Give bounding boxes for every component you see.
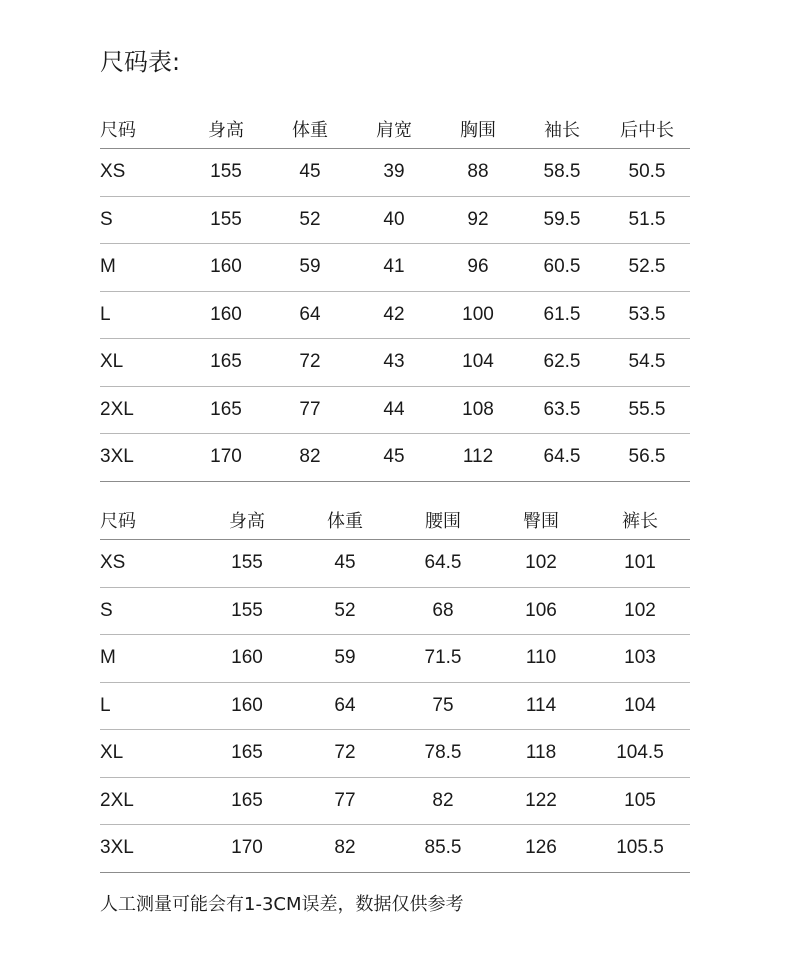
table-cell: 50.5	[604, 149, 690, 197]
table-cell: 71.5	[394, 635, 492, 683]
header-back-length: 后中长	[604, 110, 690, 149]
header-size: 尺码	[100, 110, 184, 149]
table-row	[100, 149, 690, 197]
table-cell: 64	[268, 291, 352, 339]
table-row	[100, 682, 690, 730]
table-row	[100, 434, 690, 482]
table-row	[100, 291, 690, 339]
table-cell: 44	[352, 386, 436, 434]
table-row	[100, 540, 690, 588]
table-cell: 41	[352, 244, 436, 292]
table-cell: 55.5	[604, 386, 690, 434]
table-cell: 92	[436, 196, 520, 244]
table-cell: 63.5	[520, 386, 604, 434]
table-cell: 45	[296, 540, 394, 588]
table-cell: 60.5	[520, 244, 604, 292]
page-title: 尺码表:	[100, 48, 181, 76]
table-cell: 59.5	[520, 196, 604, 244]
table-cell: 165	[184, 339, 268, 387]
table-row	[100, 825, 690, 873]
table-cell: 102	[492, 540, 590, 588]
table-cell: S	[100, 587, 198, 635]
table-cell: 64.5	[394, 540, 492, 588]
table-cell: 114	[492, 682, 590, 730]
table-cell: 104	[590, 682, 690, 730]
table-cell: 2XL	[100, 777, 198, 825]
table-cell: 82	[268, 434, 352, 482]
table-cell: S	[100, 196, 184, 244]
table-cell: 105.5	[590, 825, 690, 873]
table-cell: 3XL	[100, 825, 198, 873]
table-row	[100, 196, 690, 244]
table-cell: 110	[492, 635, 590, 683]
table-cell: 108	[436, 386, 520, 434]
table-cell: 51.5	[604, 196, 690, 244]
table-cell: 105	[590, 777, 690, 825]
table-header-row	[100, 110, 690, 149]
table-cell: XS	[100, 149, 184, 197]
table-cell: 104.5	[590, 730, 690, 778]
table-cell: 58.5	[520, 149, 604, 197]
table-cell: 40	[352, 196, 436, 244]
table-row	[100, 386, 690, 434]
table-cell: 165	[198, 730, 296, 778]
header-sleeve: 袖长	[520, 110, 604, 149]
table-cell: 77	[268, 386, 352, 434]
table-cell: M	[100, 635, 198, 683]
table-cell: 64	[296, 682, 394, 730]
table-cell: 45	[352, 434, 436, 482]
table-cell: 160	[198, 682, 296, 730]
table-cell: M	[100, 244, 184, 292]
header-waist: 腰围	[394, 501, 492, 540]
table-row	[100, 635, 690, 683]
header-chest: 胸围	[436, 110, 520, 149]
table-cell: 53.5	[604, 291, 690, 339]
table-cell: 85.5	[394, 825, 492, 873]
table-cell: 165	[184, 386, 268, 434]
table-cell: 88	[436, 149, 520, 197]
table-cell: 155	[198, 540, 296, 588]
table-cell: 72	[296, 730, 394, 778]
table-cell: 77	[296, 777, 394, 825]
table-cell: 61.5	[520, 291, 604, 339]
table-cell: 68	[394, 587, 492, 635]
header-shoulder: 肩宽	[352, 110, 436, 149]
table-cell: 2XL	[100, 386, 184, 434]
header-weight: 体重	[268, 110, 352, 149]
table-cell: 82	[296, 825, 394, 873]
table-cell: 3XL	[100, 434, 184, 482]
top-size-table	[100, 110, 690, 482]
table-cell: 75	[394, 682, 492, 730]
table-cell: 170	[184, 434, 268, 482]
header-hip: 臀围	[492, 501, 590, 540]
table-header-row	[100, 501, 690, 540]
table-cell: 72	[268, 339, 352, 387]
table-cell: 39	[352, 149, 436, 197]
table-cell: 122	[492, 777, 590, 825]
header-height: 身高	[198, 501, 296, 540]
table-row	[100, 730, 690, 778]
table-cell: 103	[590, 635, 690, 683]
table-cell: 62.5	[520, 339, 604, 387]
measurement-note: 人工测量可能会有1-3CM误差，数据仅供参考	[100, 894, 464, 915]
table-cell: 160	[184, 244, 268, 292]
table-cell: 43	[352, 339, 436, 387]
table-row	[100, 244, 690, 292]
table-cell: XL	[100, 339, 184, 387]
table-cell: 96	[436, 244, 520, 292]
table-cell: 56.5	[604, 434, 690, 482]
table-cell: 170	[198, 825, 296, 873]
table-cell: 165	[198, 777, 296, 825]
table-cell: 102	[590, 587, 690, 635]
table-cell: 52.5	[604, 244, 690, 292]
table-cell: 155	[184, 196, 268, 244]
table-cell: 59	[268, 244, 352, 292]
table-cell: 54.5	[604, 339, 690, 387]
table-cell: 118	[492, 730, 590, 778]
header-pants-length: 裤长	[590, 501, 690, 540]
table-cell: 59	[296, 635, 394, 683]
header-height: 身高	[184, 110, 268, 149]
table-cell: 155	[198, 587, 296, 635]
table-row	[100, 777, 690, 825]
table-cell: XS	[100, 540, 198, 588]
table-cell: 78.5	[394, 730, 492, 778]
table-cell: 52	[268, 196, 352, 244]
table-cell: 45	[268, 149, 352, 197]
table-row	[100, 587, 690, 635]
table-cell: 100	[436, 291, 520, 339]
table-cell: 101	[590, 540, 690, 588]
header-size: 尺码	[100, 501, 198, 540]
table-cell: 126	[492, 825, 590, 873]
table-cell: L	[100, 291, 184, 339]
table-cell: 160	[198, 635, 296, 683]
table-cell: XL	[100, 730, 198, 778]
header-weight: 体重	[296, 501, 394, 540]
table-cell: 42	[352, 291, 436, 339]
table-cell: 52	[296, 587, 394, 635]
table-cell: 155	[184, 149, 268, 197]
table-cell: 64.5	[520, 434, 604, 482]
table-cell: L	[100, 682, 198, 730]
table-row	[100, 339, 690, 387]
table-cell: 82	[394, 777, 492, 825]
table-cell: 112	[436, 434, 520, 482]
bottom-size-table	[100, 501, 690, 873]
table-cell: 106	[492, 587, 590, 635]
table-cell: 104	[436, 339, 520, 387]
table-cell: 160	[184, 291, 268, 339]
